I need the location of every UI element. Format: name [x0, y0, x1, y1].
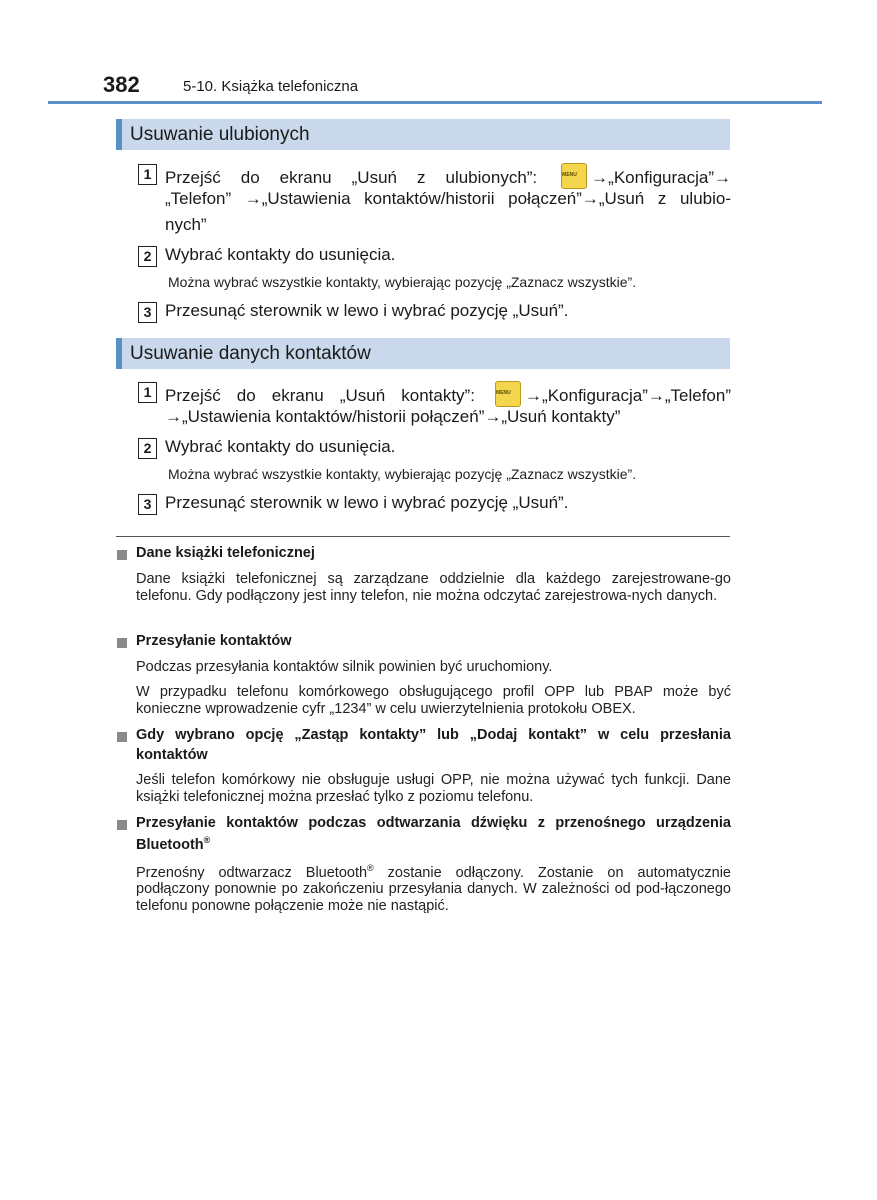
note-title: Przesyłanie kontaktów podczas odtwarzania dźwięku z przenośnego urządzenia [136, 815, 731, 831]
step-text-part: Przejść do ekranu „Usuń z ulubionych”: [165, 168, 538, 187]
note-body-text: Przenośny odtwarzacz Bluetooth [136, 864, 368, 881]
note-title: kontaktów [136, 747, 208, 763]
section-heading-remove-favorites [116, 119, 730, 150]
step-number: 3 [138, 494, 157, 515]
step-subtext: Można wybrać wszystkie kontakty, wybierając pozycję „Zaznacz wszystkie”. [168, 466, 637, 482]
note-bullet [117, 732, 127, 742]
menu-button-icon: MENU [561, 163, 587, 189]
note-title-text: Bluetooth [136, 836, 204, 853]
step-text-part: →„Konfiguracja”→ [591, 168, 731, 187]
registered-mark: ® [203, 835, 211, 845]
registered-mark: ® [367, 863, 374, 873]
step-text [165, 163, 731, 189]
step-text: Przesunąć sterownik w lewo i wybrać pozycję „Usuń”. [165, 301, 569, 320]
note-title: Przesyłanie kontaktów [136, 633, 292, 649]
note-bullet [117, 550, 127, 560]
section-title: Usuwanie danych kontaktów [130, 343, 371, 364]
step-text: nych” [165, 215, 207, 234]
step-text: →„Ustawienia kontaktów/historii połączeń”→„Usuń kontakty” [165, 407, 621, 426]
section-title: Usuwanie ulubionych [130, 124, 310, 145]
page-header [103, 72, 823, 104]
step-number: 2 [138, 246, 157, 267]
step-number: 3 [138, 302, 157, 323]
step-number: 2 [138, 438, 157, 459]
note-body-text: zostanie odłączony. Zostanie on automatycznie podłączony ponownie po zakończeniu przesyłania danych. W zależności od pod-łączonego telefonu ponowne połączenie może nie nastąpić. [136, 864, 731, 914]
step-text-part: →„Konfiguracja”→„Telefon” [525, 386, 731, 405]
step-number: 1 [138, 164, 157, 185]
step-text: Przesunąć sterownik w lewo i wybrać pozycję „Usuń”. [165, 493, 569, 512]
step-subtext: Można wybrać wszystkie kontakty, wybierając pozycję „Zaznacz wszystkie”. [168, 274, 637, 290]
step-text: Wybrać kontakty do usunięcia. [165, 437, 396, 456]
step-text: „Telefon” →„Ustawienia kontaktów/historii połączeń”→„Usuń z ulubio- [165, 189, 731, 208]
step-number: 1 [138, 382, 157, 403]
step-text-part: Przejść do ekranu „Usuń kontakty”: [165, 386, 475, 405]
section-heading-remove-contacts [116, 338, 730, 369]
notes-divider [116, 536, 730, 537]
step-text [165, 381, 731, 407]
chapter-title: 5-10. Książka telefoniczna [183, 78, 359, 95]
page-number: 382 [103, 72, 140, 97]
note-body [136, 860, 731, 914]
section-accent [116, 119, 122, 150]
section-accent [116, 338, 122, 369]
note-title [136, 835, 210, 853]
menu-button-icon: MENU [495, 381, 521, 407]
note-body: W przypadku telefonu komórkowego obsługującego profil OPP lub PBAP może być konieczne wprowadzenie cyfr „1234” w celu uwierzytelnienia protokołu OBEX. [136, 684, 731, 717]
note-title: Gdy wybrano opcję „Zastąp kontakty” lub „Dodaj kontakt” w celu przesłania [136, 727, 731, 743]
header-divider [48, 101, 822, 104]
note-bullet [117, 820, 127, 830]
note-bullet [117, 638, 127, 648]
note-body: Dane książki telefonicznej są zarządzane oddzielnie dla każdego zarejestrowane-go telefonu. Gdy podłączony jest inny telefon, nie można odczytać zarejestrowa-nych danych. [136, 571, 731, 604]
note-body: Podczas przesyłania kontaktów silnik powinien być uruchomiony. [136, 659, 553, 675]
note-title: Dane książki telefonicznej [136, 545, 315, 561]
step-text: Wybrać kontakty do usunięcia. [165, 245, 396, 264]
note-body: Jeśli telefon komórkowy nie obsługuje usługi OPP, nie można używać tych funkcji. Dane książki telefonicznej można przesłać tylko z poziomu telefonu. [136, 772, 731, 805]
